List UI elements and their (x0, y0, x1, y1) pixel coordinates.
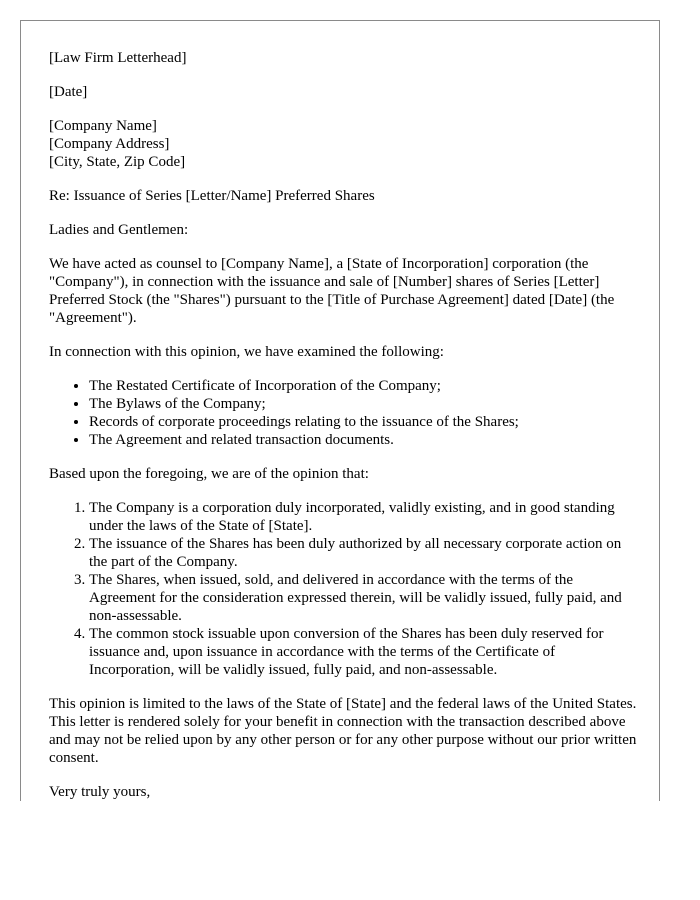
intro-paragraph: We have acted as counsel to [Company Name], a [State of Incorporation] corporation (the "Company"), in connection with the issuance and sale of [Number] shares of Series [Letter] Preferred Stock (the "Shares") pursuant to the [Title of Purchase Agreement] dated [Date] (the "Agreement"). (49, 256, 615, 326)
list-item: • The Bylaws of the Company; (89, 395, 639, 413)
company-name: [Company Name] (49, 118, 157, 134)
opinion-intro: Based upon the foregoing, we are of the opinion that: (49, 466, 369, 482)
re-line: Re: Issuance of Series [Letter/Name] Preferred Shares (49, 188, 375, 204)
examined-intro: In connection with this opinion, we have examined the following: (49, 344, 444, 360)
list-item: • The Restated Certificate of Incorporation of the Company; (89, 377, 639, 395)
letter-date: [Date] (49, 84, 88, 100)
limitation-paragraph: This opinion is limited to the laws of the State of [State] and the federal laws of the United States. This letter is rendered solely for your benefit in connection with the transaction described above and may not be relied upon by any other person or for any other purpose without our prior written consent. (49, 696, 637, 766)
recipient-address (49, 117, 639, 171)
letter-content (49, 49, 639, 801)
list-item: 3. The Shares, when issued, sold, and delivered in accordance with the terms of the Agreement for the consideration expressed therein, will be validly issued, fully paid, and non-assessable. (89, 571, 639, 625)
list-item: • The Agreement and related transaction documents. (89, 431, 639, 449)
company-address: [Company Address] (49, 136, 170, 152)
examined-documents-list (49, 377, 639, 449)
list-item: 4. The common stock issuable upon conversion of the Shares has been duly reserved for issuance and, upon issuance in accordance with the terms of the Certificate of Incorporation, will be validly issued, fully paid, and non-assessable. (89, 625, 639, 679)
list-item: • Records of corporate proceedings relating to the issuance of the Shares; (89, 413, 639, 431)
letter-page (20, 20, 660, 801)
list-item: 1. The Company is a corporation duly incorporated, validly existing, and in good standing under the laws of the State of [State]. (89, 499, 639, 535)
list-item: 2. The issuance of the Shares has been duly authorized by all necessary corporate action on the part of the Company. (89, 535, 639, 571)
closing: Very truly yours, (49, 784, 151, 800)
opinions-list (49, 499, 639, 679)
letterhead: [Law Firm Letterhead] (49, 50, 187, 66)
salutation: Ladies and Gentlemen: (49, 222, 189, 238)
city-state-zip: [City, State, Zip Code] (49, 154, 186, 170)
